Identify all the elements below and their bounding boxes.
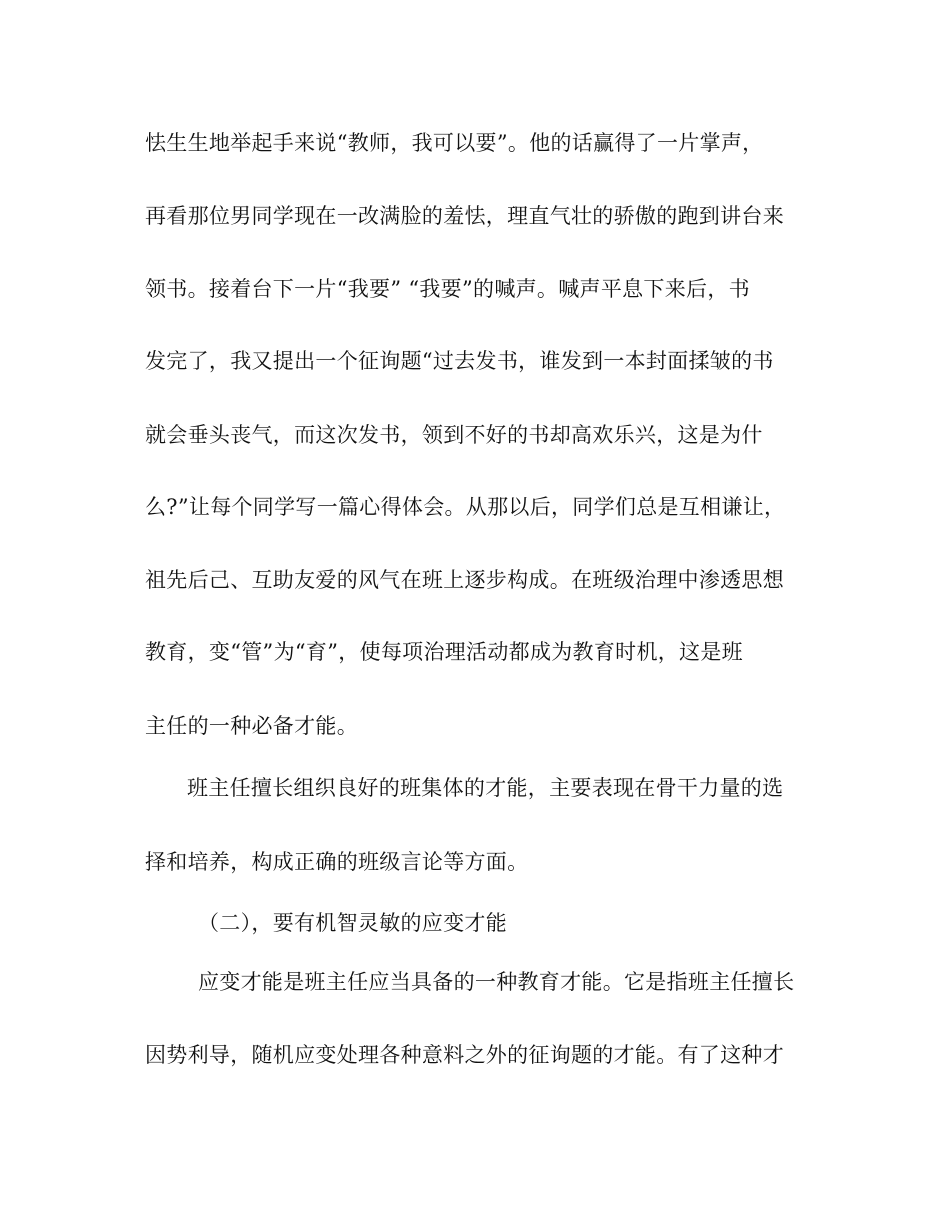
paragraph-first-line: 应变才能是班主任应当具备的一种教育才能。它是指班主任擅长 bbox=[198, 970, 795, 994]
body-text-line: 择和培养，构成正确的班级言论等方面。 bbox=[145, 850, 529, 874]
paragraph-first-line: 班主任擅长组织良好的班集体的才能，主要表现在骨干力量的选 bbox=[187, 776, 784, 800]
body-text-line: 主任的一种必备才能。 bbox=[145, 714, 358, 738]
body-text-line: 么?”让每个同学写一篇心得体会。从那以后，同学们总是互相谦让， bbox=[145, 495, 786, 519]
body-text-line: 祖先后己、互助友爱的风气在班上逐步构成。在班级治理中渗透思想 bbox=[145, 568, 784, 592]
section-heading: （二），要有机智灵敏的应变才能 bbox=[198, 911, 507, 935]
body-text-line: 教育，变“管”为“育”，使每项治理活动都成为教育时机，这是班 bbox=[145, 640, 743, 664]
body-text-line: 因势利导，随机应变处理各种意料之外的征询题的才能。有了这种才 bbox=[145, 1043, 784, 1067]
body-text-line: 就会垂头丧气，而这次发书，领到不好的书却高欢乐兴，这是为什 bbox=[145, 423, 763, 447]
body-text-line: 领书。接着台下一片“我要” “我要”的喊声。喊声平息下来后，书 bbox=[145, 277, 750, 301]
body-text-line: 发完了，我又提出一个征询题“过去发书，谁发到一本封面揉皱的书 bbox=[145, 349, 774, 373]
body-text-line: 怯生生地举起手来说“教师，我可以要”。他的话赢得了一片掌声， bbox=[145, 131, 764, 155]
body-text-line: 再看那位男同学现在一改满脸的羞怯，理直气壮的骄傲的跑到讲台来 bbox=[145, 204, 784, 228]
